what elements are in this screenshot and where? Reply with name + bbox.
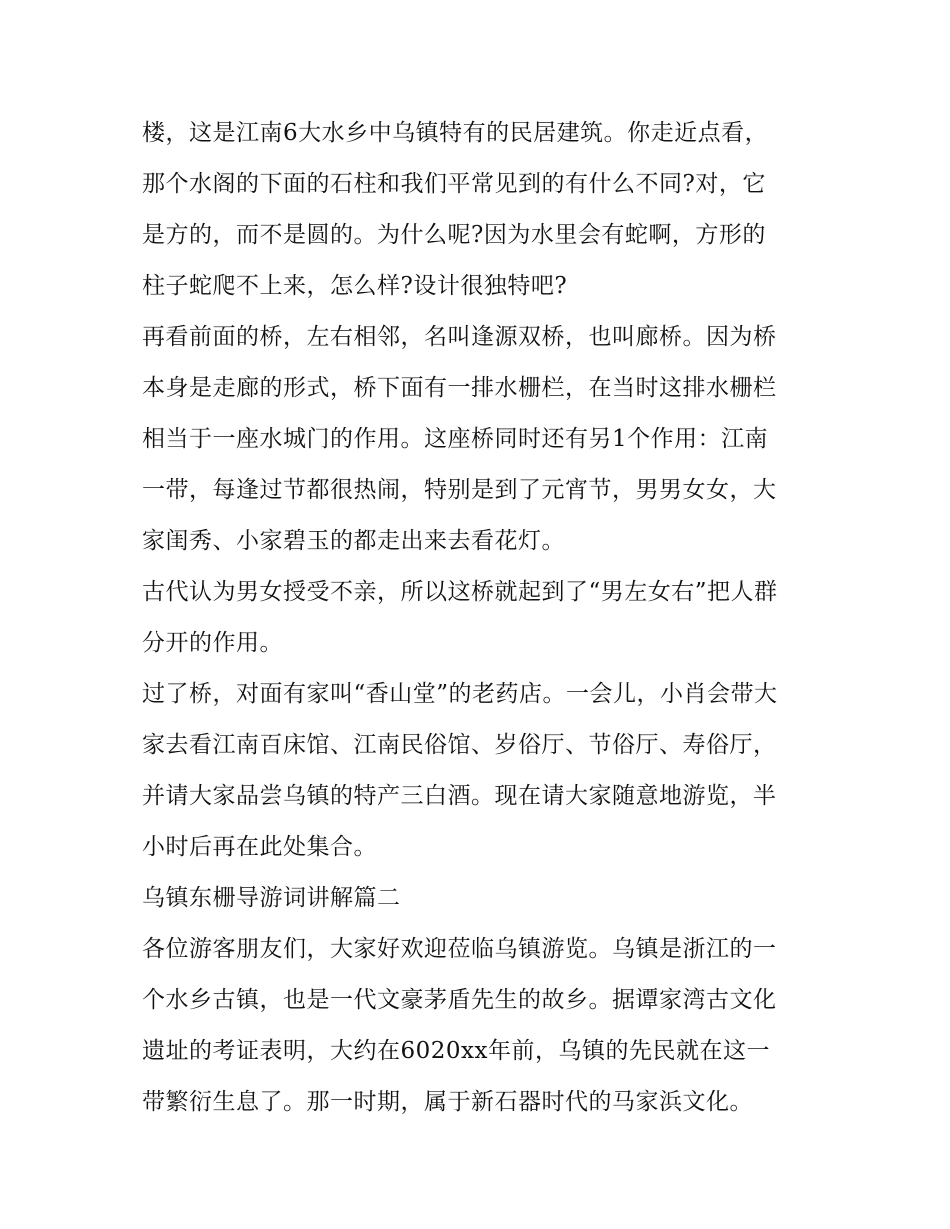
text-line: 相当于一座水城门的作用。这座桥同时还有另1个作用：江南	[142, 426, 769, 452]
section-title: 乌镇东栅导游词讲解篇二	[142, 885, 401, 911]
text-line: 个水乡古镇，也是一代文豪茅盾先生的故乡。据谭家湾古文化	[142, 987, 777, 1013]
text-line: 楼，这是江南6大水乡中乌镇特有的民居建筑。你走近点看，	[142, 120, 769, 146]
text-line: 并请大家品尝乌镇的特产三白酒。现在请大家随意地游览，半	[142, 783, 777, 809]
text-line: 过了桥，对面有家叫“香山堂”的老药店。一会儿，小肖会带大	[142, 681, 778, 707]
text-line: 各位游客朋友们，大家好欢迎莅临乌镇游览。乌镇是浙江的一	[142, 936, 777, 962]
text-line: 小时后再在此处集合。	[142, 834, 377, 860]
text-line: 家闺秀、小家碧玉的都走出来去看花灯。	[142, 528, 565, 554]
paragraph-pharmacy-tour	[142, 669, 814, 873]
text-line: 一带，每逢过节都很热闹，特别是到了元宵节，男男女女，大	[142, 477, 777, 503]
paragraph-fengyuan-bridge	[142, 312, 814, 567]
text-line: 是方的，而不是圆的。为什么呢?因为水里会有蛇啊，方形的	[142, 222, 766, 248]
text-line: 带繁衍生息了。那一时期，属于新石器时代的马家浜文化。	[142, 1089, 753, 1115]
paragraph-waterside-house	[142, 108, 814, 312]
paragraph-bridge-custom	[142, 567, 814, 669]
document-body	[142, 108, 814, 1128]
text-line: 再看前面的桥，左右相邻，名叫逢源双桥，也叫廊桥。因为桥	[142, 324, 777, 350]
text-line: 家去看江南百床馆、江南民俗馆、岁俗厅、节俗厅、寿俗厅，	[142, 732, 777, 758]
text-line: 遗址的考证表明，大约在6020xx年前，乌镇的先民就在这一	[142, 1038, 770, 1064]
text-line: 古代认为男女授受不亲，所以这桥就起到了“男左女右”把人群	[142, 579, 778, 605]
text-line: 柱子蛇爬不上来，怎么样?设计很独特吧?	[142, 273, 568, 299]
section-heading	[142, 873, 814, 924]
text-line: 本身是走廊的形式，桥下面有一排水栅栏，在当时这排水栅栏	[142, 375, 777, 401]
paragraph-wuzhen-intro	[142, 924, 814, 1128]
text-line: 那个水阁的下面的石柱和我们平常见到的有什么不同?对，它	[142, 171, 766, 197]
text-line: 分开的作用。	[142, 630, 283, 656]
